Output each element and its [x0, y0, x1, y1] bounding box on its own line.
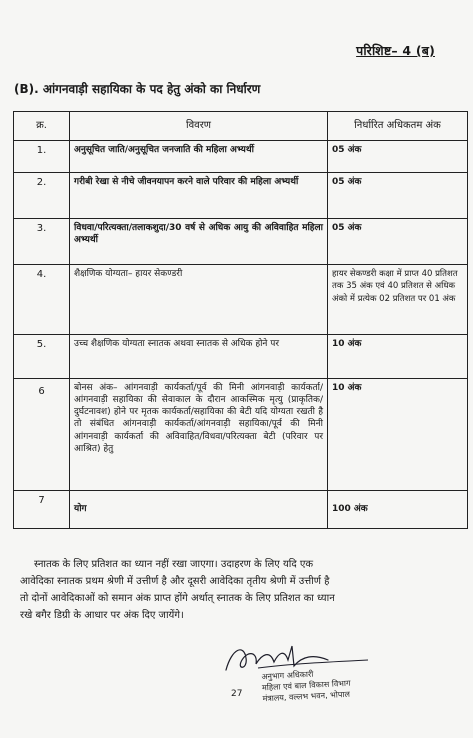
table-row	[14, 265, 468, 335]
row-description: योग	[70, 491, 328, 529]
table-row	[14, 335, 468, 379]
table-header-row	[14, 112, 468, 141]
row-sno: 3.	[14, 219, 70, 265]
table-row	[14, 173, 468, 219]
row-description: गरीबी रेखा से नीचे जीवनयापन करने वाले परिवार की महिला अभ्यर्थी	[70, 173, 328, 219]
row-marks: हायर सेकण्डरी कक्षा में प्राप्त 40 प्रतिशत तक 35 अंक एवं 40 प्रतिशत से अधिक अंको में प्रत्येक 02 प्रतिशत पर 01 अंक	[328, 265, 468, 335]
row-sno: 1.	[14, 141, 70, 173]
row-description: उच्च शैक्षणिक योग्यता स्नातक अथवा स्नातक से अधिक होने पर	[70, 335, 328, 379]
table-row	[14, 379, 468, 491]
note-line: स्नातक के लिए प्रतिशत का ध्यान नहीं रखा जाएगा। उदाहरण के लिए यदि एक	[34, 559, 314, 570]
row-sno: 6	[14, 379, 70, 491]
row-sno: 5.	[14, 335, 70, 379]
table-row	[14, 491, 468, 529]
row-marks: 05 अंक	[328, 141, 468, 173]
note-line: आवेदिका स्नातक प्रथम श्रेणी में उत्तीर्ण है और दूसरी आवेदिका तृतीय श्रेणी में उत्तीर्ण है	[20, 576, 330, 587]
row-marks: 05 अंक	[328, 173, 468, 219]
marks-table	[13, 111, 468, 529]
section-heading: (B). आंगनवाड़ी सहायिका के पद हेतु अंको का निर्धारण	[14, 82, 261, 96]
row-sno: 2.	[14, 173, 70, 219]
note-line: रखे बगैर डिग्री के आधार पर अंक दिए जायेंगे।	[20, 610, 184, 621]
table-row	[14, 219, 468, 265]
header-max-marks: निर्धारित अधिकतम अंक	[328, 112, 468, 141]
note-paragraph	[20, 556, 460, 624]
office-stamp	[261, 668, 351, 705]
header-sno: क्र.	[14, 112, 70, 141]
row-description: शैक्षणिक योग्यता– हायर सेकण्डरी	[70, 265, 328, 335]
row-marks: 100 अंक	[328, 491, 468, 529]
row-sno: 4.	[14, 265, 70, 335]
header-description: विवरण	[70, 112, 328, 141]
page-number: 27	[231, 689, 243, 699]
row-marks: 10 अंक	[328, 335, 468, 379]
row-description: अनुसूचित जाति/अनुसूचित जनजाति की महिला अभ्यर्थी	[70, 141, 328, 173]
row-marks: 10 अंक	[328, 379, 468, 491]
row-marks: 05 अंक	[328, 219, 468, 265]
row-description: बोनस अंक– आंगनवाड़ी कार्यकर्ता/पूर्व की मिनी आंगनवाड़ी कार्यकर्ता/आंगनवाड़ी सहायिका की सेवाकाल के दौरान आकस्मिक मृत्यु (प्राकृतिक/दुर्घटनावश) होने पर मृतक कार्यकर्ता/सहायिका की बेटी यदि योग्यता रखती है तो संबंधित आंगनवाड़ी कार्यकर्ता/आंगनवाड़ी सहायिका/पूर्व की मिनी आंगनवाड़ी कार्यकर्ता की अविवाहित/विधवा/परित्यक्ता बेटी (परिवार पर आश्रित) हेतु	[70, 379, 328, 491]
stamp-line: अनुभाग अधिकारी	[261, 669, 314, 682]
row-description: विधवा/परित्यक्ता/तलाकशुदा/30 वर्ष से अधिक आयु की अविवाहित महिला अभ्यर्थी	[70, 219, 328, 265]
stamp-line: मंत्रालय, वल्लभ भवन, भोपाल	[262, 689, 351, 703]
row-sno: 7	[14, 491, 70, 529]
note-line: तो दोनों आवेदिकाओं को समान अंक प्राप्त होंगे अर्थात् स्नातक के लिए प्रतिशत का ध्यान	[20, 593, 335, 604]
appendix-label: परिशिष्ट– 4 (ब)	[356, 43, 435, 58]
table-row	[14, 141, 468, 173]
stamp-line: महिला एवं बाल विकास विभाग	[261, 678, 351, 693]
